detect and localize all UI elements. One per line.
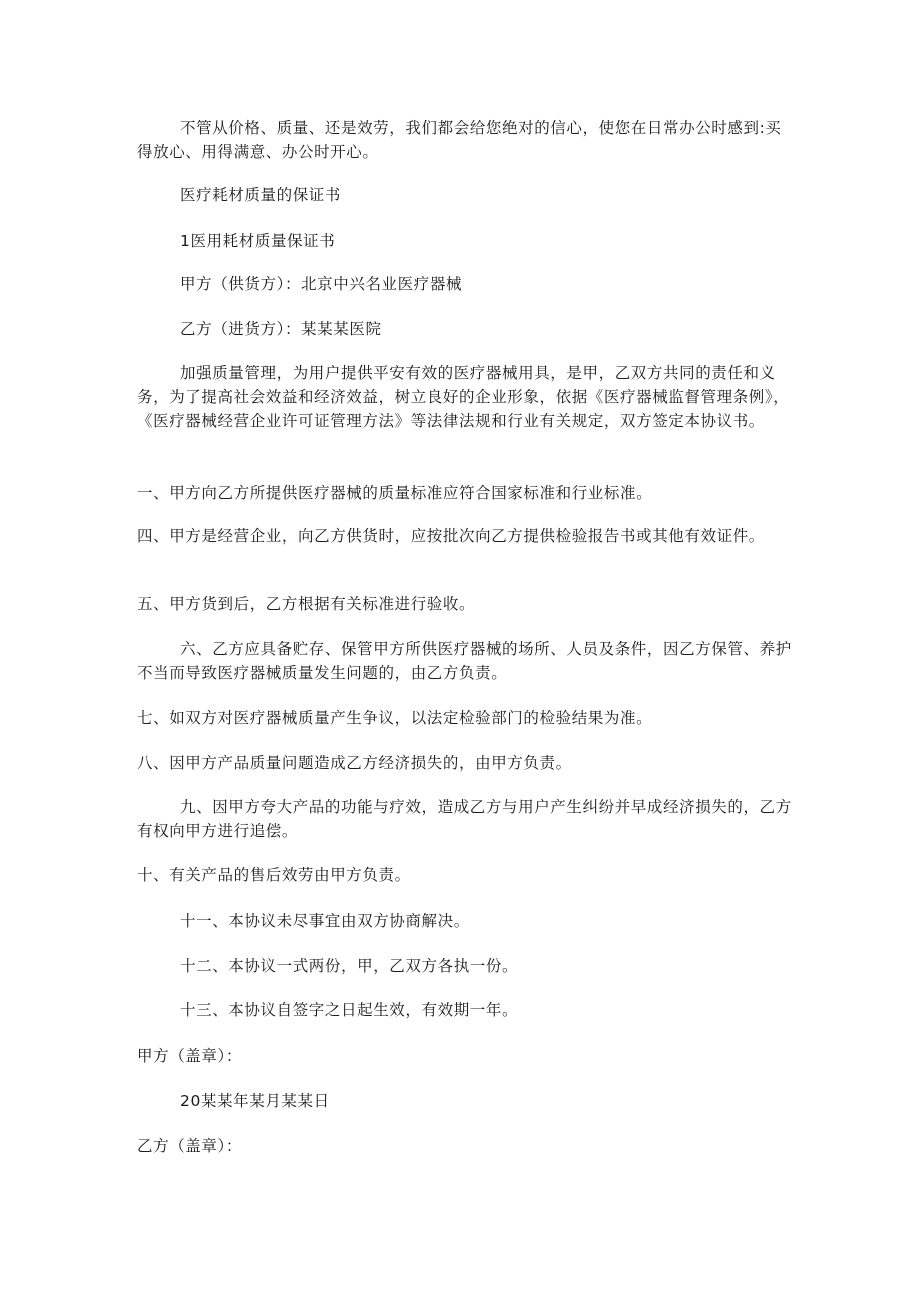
clause-10: 十、有关产品的售后效劳由甲方负责。 (137, 866, 411, 884)
preamble-paragraph: 加强质量管理，为用户提供平安有效的医疗器械用具，是甲，乙双方共同的责任和义务，为了提高社会效益和经济效益，树立良好的企业形象，依据《医疗器械监督管理条例》，《医疗器械经营企业许可证管理方法》等法律法规和行业有关规定，双方签定本协议书。 (137, 364, 790, 430)
clause-7: 七、如双方对医疗器械质量产生争议，以法定检验部门的检验结果为准。 (137, 709, 653, 727)
party-b-seal-line: 乙方（盖章）： (137, 1137, 242, 1155)
clause-13: 十三、本协议自签字之日起生效，有效期一年。 (180, 1001, 519, 1019)
signing-date: 20某某年某月某某日 (180, 1092, 330, 1110)
clause-8: 八、因甲方产品质量问题造成乙方经济损失的，由甲方负责。 (137, 754, 572, 772)
party-a-seal-line: 甲方（盖章）： (137, 1047, 242, 1065)
document-title: 医疗耗材质量的保证书 (180, 186, 342, 204)
clause-4: 四、甲方是经营企业，向乙方供货时，应按批次向乙方提供检验报告书或其他有效证件。 (137, 527, 765, 545)
clause-1: 一、甲方向乙方所提供医疗器械的质量标准应符合国家标准和行业标准。 (137, 484, 653, 502)
document-subtitle: 1医用耗材质量保证书 (180, 232, 336, 250)
clause-11: 十一、本协议未尽事宜由双方协商解决。 (180, 912, 470, 930)
party-b-line: 乙方（进货方）：某某某医院 (180, 320, 382, 338)
clause-6: 六、乙方应具备贮存、保管甲方所供医疗器械的场所、人员及条件，因乙方保管、养护不当而导致医疗器械质量发生问题的，由乙方负责。 (137, 640, 792, 682)
clause-9: 九、因甲方夸大产品的功能与疗效，造成乙方与用户产生纠纷并早成经济损失的，乙方有权向甲方进行追偿。 (137, 798, 792, 840)
party-a-line: 甲方（供货方）：北京中兴名业医疗器械 (180, 275, 463, 293)
clause-12: 十二、本协议一式两份，甲，乙双方各执一份。 (180, 957, 519, 975)
intro-paragraph: 不管从价格、质量、还是效劳，我们都会给您绝对的信心，使您在日常办公时感到:买得放心、用得满意、办公时开心。 (137, 119, 782, 161)
clause-5: 五、甲方货到后，乙方根据有关标准进行验收。 (137, 595, 476, 613)
